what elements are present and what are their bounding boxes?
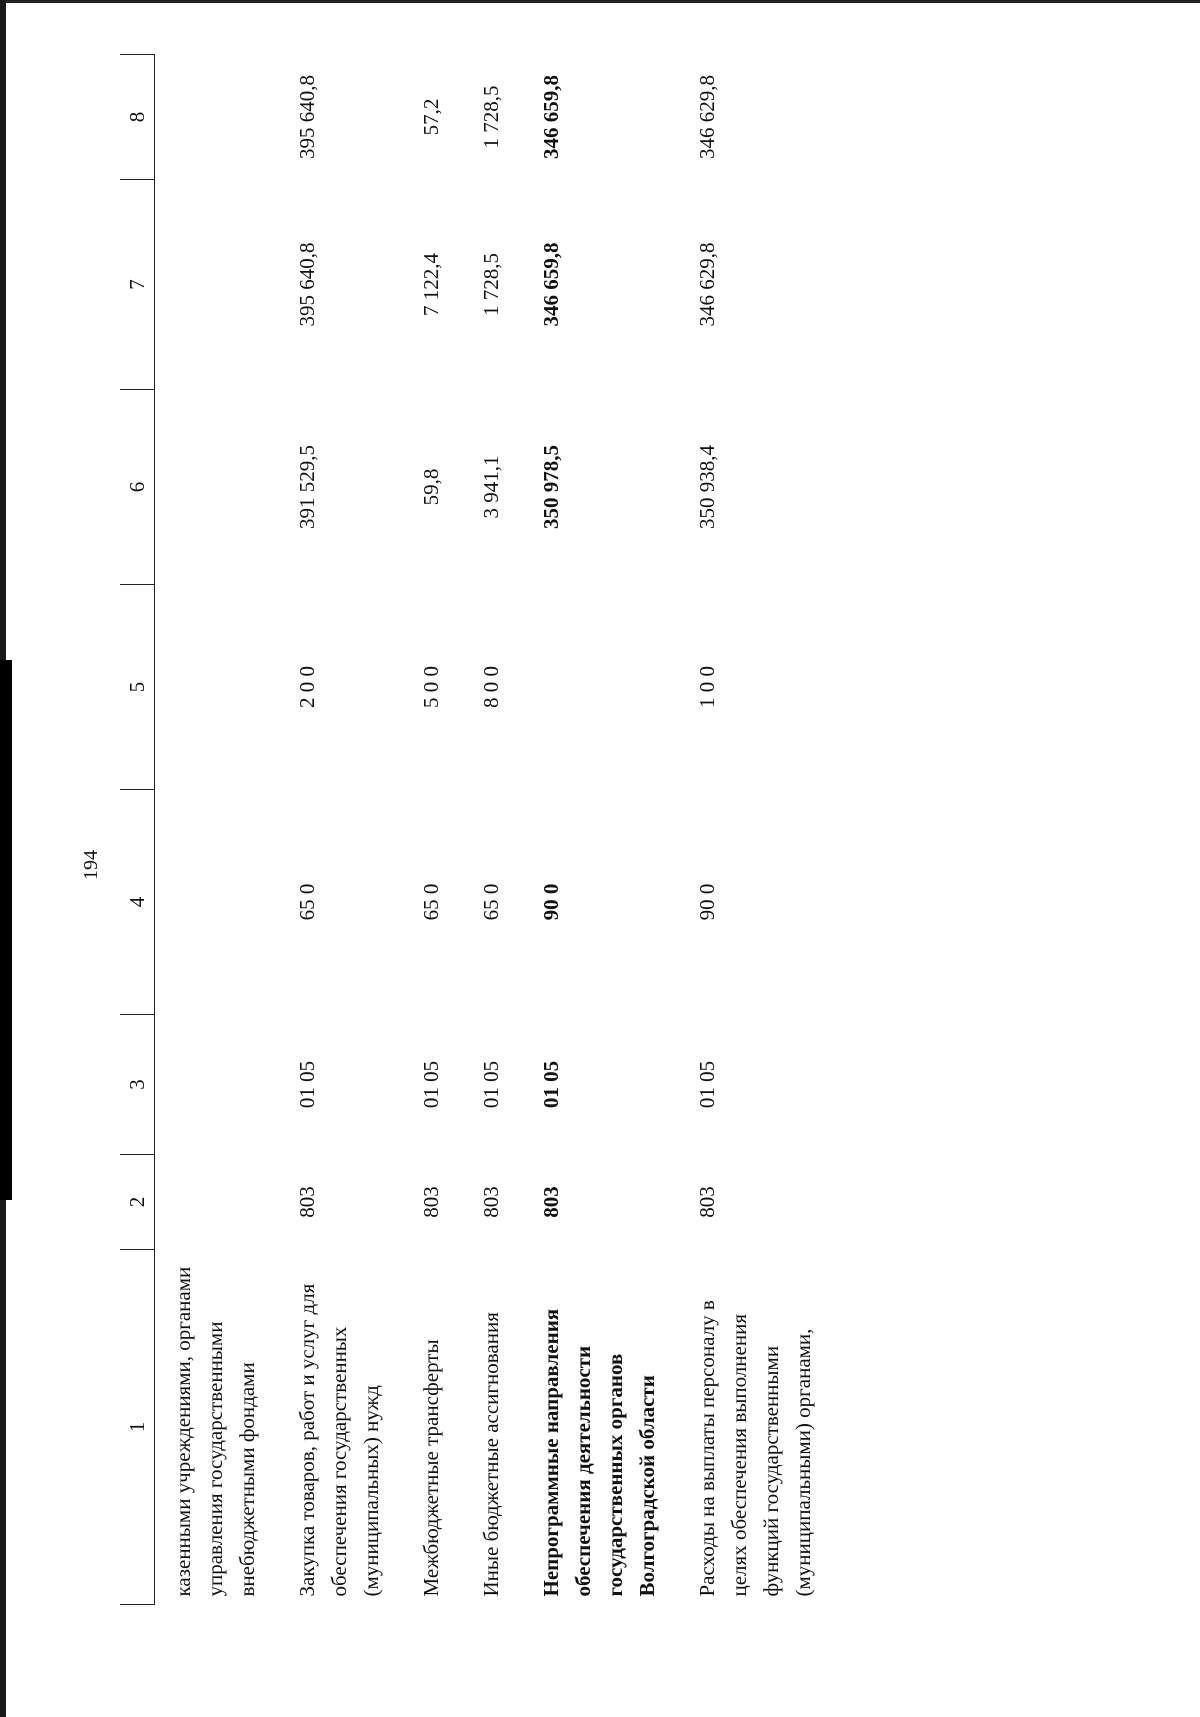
row-value-7	[155, 180, 264, 390]
table-row	[155, 55, 264, 1605]
row-code-3	[155, 1015, 264, 1155]
row-code-2: 803	[539, 1186, 563, 1218]
row-value-6: 391 529,5	[295, 445, 319, 529]
column-header-3: 3	[120, 1015, 155, 1155]
row-value-8: 57,2	[419, 98, 443, 136]
table-row	[663, 55, 819, 1605]
row-code-2: 803	[695, 1186, 719, 1218]
row-code-2: 803	[479, 1186, 503, 1218]
table-row	[263, 55, 387, 1605]
row-code-3: 01 05	[419, 1060, 443, 1109]
row-code-5	[507, 585, 663, 790]
row-value-6: 3 941,1	[479, 455, 503, 519]
row-value-8: 346 629,8	[695, 75, 719, 159]
table-row	[447, 55, 507, 1605]
column-header-8: 8	[120, 55, 155, 180]
page-number: 194	[80, 850, 102, 880]
budget-table	[120, 54, 819, 1605]
row-code-3: 01 05	[479, 1060, 503, 1109]
row-value-7: 395 640,8	[295, 242, 319, 327]
row-code-2: 803	[295, 1186, 319, 1218]
row-code-2	[155, 1155, 264, 1250]
row-code-4: 90 0	[539, 883, 563, 921]
column-header-2: 2	[120, 1155, 155, 1250]
table-body	[155, 55, 820, 1605]
row-code-4: 65 0	[419, 883, 443, 921]
row-value-8: 346 659,8	[539, 75, 563, 159]
row-code-3: 01 05	[695, 1060, 719, 1109]
row-value-7: 346 659,8	[539, 242, 563, 327]
row-code-4	[155, 790, 264, 1015]
row-value-8: 1 728,5	[479, 85, 503, 149]
row-code-5: 2 0 0	[295, 666, 319, 708]
row-code-5	[155, 585, 264, 790]
table-row	[507, 55, 663, 1605]
row-code-2: 803	[419, 1186, 443, 1218]
row-value-7: 346 629,8	[695, 242, 719, 327]
row-name: Межбюджетные трансферты	[419, 1339, 443, 1597]
column-header-1: 1	[120, 1250, 155, 1605]
row-code-4: 65 0	[479, 883, 503, 921]
row-value-7: 1 728,5	[479, 253, 503, 316]
row-name: казенными учреждениями, органами управления государственными внебюджетными фондами	[171, 1266, 259, 1597]
column-header-5: 5	[120, 585, 155, 790]
column-header-7: 7	[120, 180, 155, 390]
row-code-4: 90 0	[695, 883, 719, 921]
header-row	[120, 55, 155, 1605]
row-value-7: 7 122,4	[419, 253, 443, 316]
row-name: Расходы на выплаты персоналу в целях обеспечения выполнения функций государственными (муниципальными) органами,	[695, 1300, 815, 1597]
table-row	[387, 55, 447, 1605]
row-code-3: 01 05	[539, 1060, 563, 1109]
row-code-4: 65 0	[295, 883, 319, 921]
row-value-6: 350 938,4	[695, 445, 719, 529]
row-code-5: 5 0 0	[419, 666, 443, 708]
row-name: Закупка товаров, работ и услуг для обеспечения государственных (муниципальных) нужд	[295, 1283, 383, 1597]
row-code-5: 1 0 0	[695, 666, 719, 708]
row-name: Иные бюджетные ассигнования	[479, 1312, 503, 1597]
row-code-5: 8 0 0	[479, 666, 503, 708]
table-header	[120, 55, 155, 1605]
column-header-6: 6	[120, 390, 155, 585]
row-value-6: 350 978,5	[539, 445, 563, 529]
column-header-4: 4	[120, 790, 155, 1015]
row-value-6	[155, 390, 264, 585]
row-value-6: 59,8	[419, 468, 443, 506]
row-name: Непрограммные направления обеспечения деятельности государственных органов Волгоградской области	[539, 1308, 659, 1597]
row-value-8: 395 640,8	[295, 75, 319, 159]
row-code-3: 01 05	[295, 1060, 319, 1109]
row-value-8	[155, 55, 264, 180]
